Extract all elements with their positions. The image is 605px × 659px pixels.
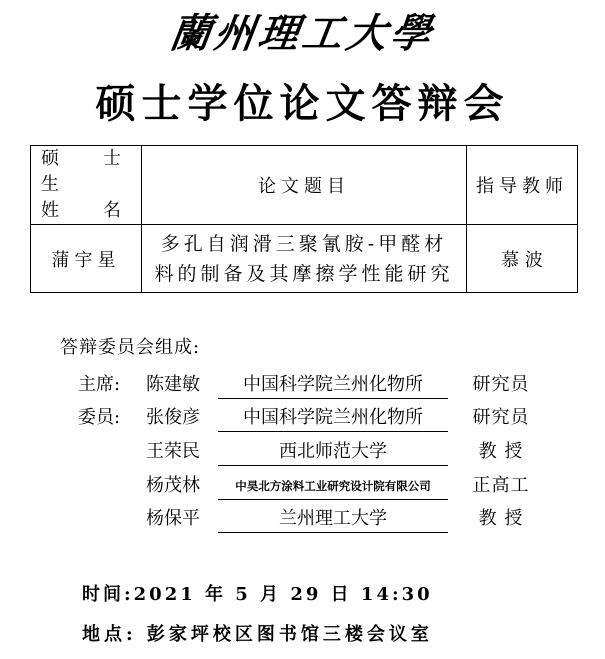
member-organization: 中昊北方涂料工业研究设计院有限公司 [218, 473, 448, 500]
advisor-header: 指导教师 [467, 146, 578, 225]
member-title: 研究员 [472, 374, 530, 395]
member-title: 教 授 [478, 508, 524, 529]
student-header-line2: 姓 名 [41, 200, 127, 221]
member-organization: 西北师范大学 [218, 439, 448, 466]
thesis-title [142, 225, 467, 293]
member-name: 陈建敏 [146, 374, 200, 395]
student-name: 蒲宇星 [31, 225, 142, 293]
student-name-header [31, 146, 142, 225]
thesis-title-header: 论文题目 [142, 146, 467, 225]
member-title: 教 授 [478, 441, 524, 462]
member-name: 杨保平 [146, 508, 200, 529]
advisor-name: 慕 波 [467, 225, 578, 293]
member-title: 正高工 [472, 475, 530, 496]
member-role: 主席: [78, 374, 121, 395]
member-name: 杨茂林 [146, 475, 200, 496]
committee-label: 答辩委员会组成: [60, 337, 201, 358]
member-organization: 中国科学院兰州化物所 [218, 372, 448, 399]
member-organization: 中国科学院兰州化物所 [218, 405, 448, 432]
thesis-title-line2: 料的制备及其摩擦学性能研究 [154, 262, 454, 285]
page-title: 硕士学位论文答辩会 [95, 80, 510, 127]
defense-time: 时间:2021 年 5 月 29 日 14:30 [82, 584, 433, 605]
student-header-line1: 硕 士 生 [41, 148, 127, 195]
table-row [31, 225, 578, 293]
member-title: 研究员 [472, 407, 530, 428]
table-header-row [31, 146, 578, 225]
thesis-info-table [30, 145, 578, 293]
thesis-title-line1: 多孔自润滑三聚氰胺-甲醛材 [160, 232, 448, 255]
member-name: 王荣民 [146, 441, 200, 462]
member-organization: 兰州理工大学 [218, 506, 448, 533]
university-logo: 蘭州理工大學 [167, 10, 438, 57]
member-name: 张俊彦 [146, 407, 200, 428]
member-role: 委员: [78, 407, 121, 428]
defense-location: 地点: 彭家坪校区图书馆三楼会议室 [82, 624, 433, 645]
